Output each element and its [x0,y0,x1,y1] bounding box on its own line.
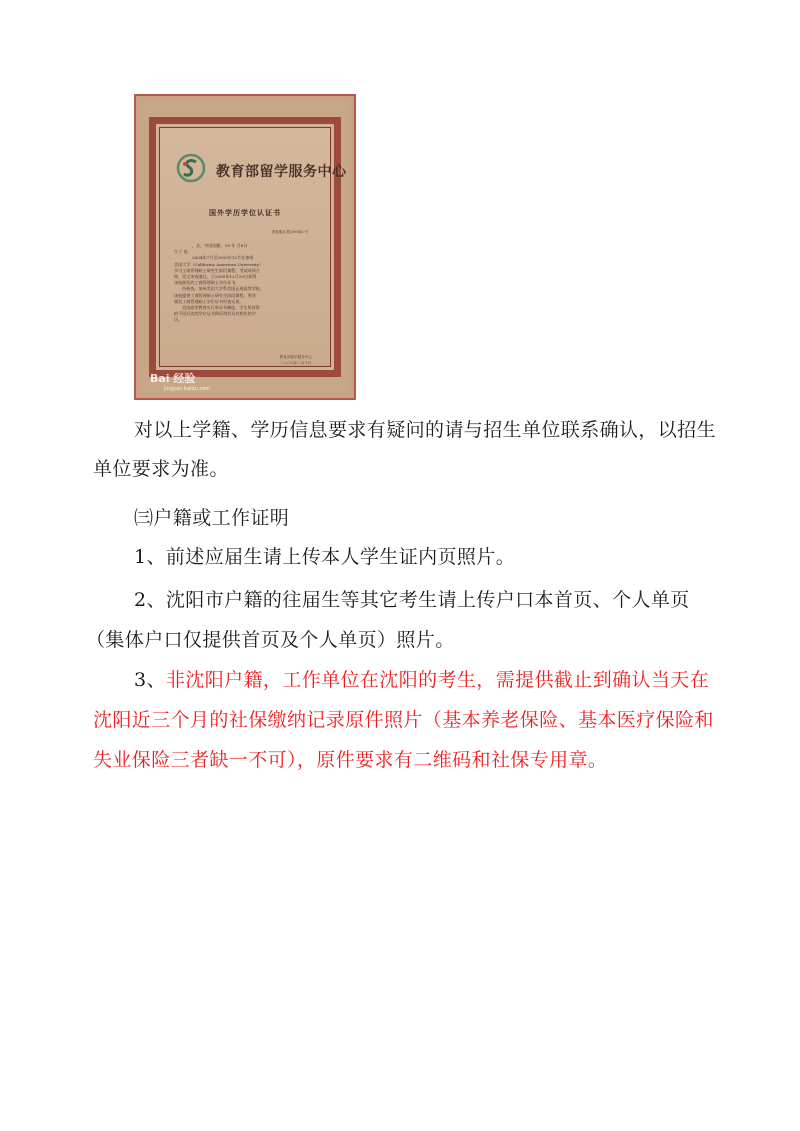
list-item [134,668,709,692]
highlighted-text: 非沈阳户籍，工作单位在沈阳的考生，需提供截止到确认当天在 [165,669,710,691]
certificate-line: 的不同层次的学位证书即证明其具有相应的学 [174,311,256,317]
baidu-watermark [150,374,210,394]
certificate-signature-org: 教育部留学服务中心 [279,355,312,359]
list-item-number: 3、 [134,669,166,691]
certificate-line: 学习工商管理硕士研究生阶段课程，考试成绩合 [174,267,260,273]
certificate-line: 该校颁发的工商管理硕士学位证书。 [174,280,240,286]
certificate-number: 教留服认美[2006]3 号 [272,230,308,234]
certificate-body [174,243,314,324]
certificate-title: 国外学历学位认证书 [209,208,281,217]
certificate-paper [159,127,347,367]
certificate-line: 2004年7月至2005年12月在加州 [192,255,254,261]
list-item: 2、沈阳市户籍的往届生等其它考生请上传户口本首页、个人单页 [134,589,690,611]
list-item: 1、前述应届生请上传本人学生证内页照片。 [134,546,516,568]
certificate-org-name: 教育部留学服务中心 [216,164,347,180]
list-item-continuation: （集体户口仅提供首页及个人单页）照片。 [86,629,455,651]
highlighted-text: 失业保险三者缺一不可），原件要求有二维码和社保专用章。 [93,749,608,771]
certificate-line: 该校提供工商管理硕士研究生阶段课程，所获 [174,292,256,298]
certificate-line: 颁发工商管理硕士学位证书经查无误。 [174,298,244,304]
certificate-line: 格，论文审查通过，于2005年12月29日获得 [174,274,257,280]
certificate-line: 美国高等教育实行单证书制度，学生所获得 [182,305,260,311]
watermark-url: jingyan.baidu.com [164,386,211,392]
certificate-line: 生于 省。 [174,249,192,255]
certificate-line: 历。 [174,317,183,323]
section-heading: ㈢户籍或工作证明 [134,507,290,529]
certificate-signature [280,354,312,366]
certificate-line: ，女，中国国籍，19 年 月6日 [192,243,248,248]
paragraph-line: 单位要求为准。 [93,458,229,480]
watermark-text: Bai 经验 [150,372,196,385]
csc-logo-icon [176,153,206,183]
certificate-frame [141,101,349,393]
highlighted-text: 沈阳近三个月的社保缴纳记录原件照片（基本养老保险、基本医疗保险和 [93,709,714,731]
certificate-line: 经核查，加州美国大学系美国正规高等学校， [182,286,264,292]
certificate-line: 美国大学（California American University） [174,261,264,267]
certificate-signature-date: 二○○六年二月十日 [280,361,312,365]
certificate-image [134,94,356,400]
paragraph-line: 对以上学籍、学历信息要求有疑问的请与招生单位联系确认，以招生 [134,419,717,441]
certificate-border [149,117,347,377]
